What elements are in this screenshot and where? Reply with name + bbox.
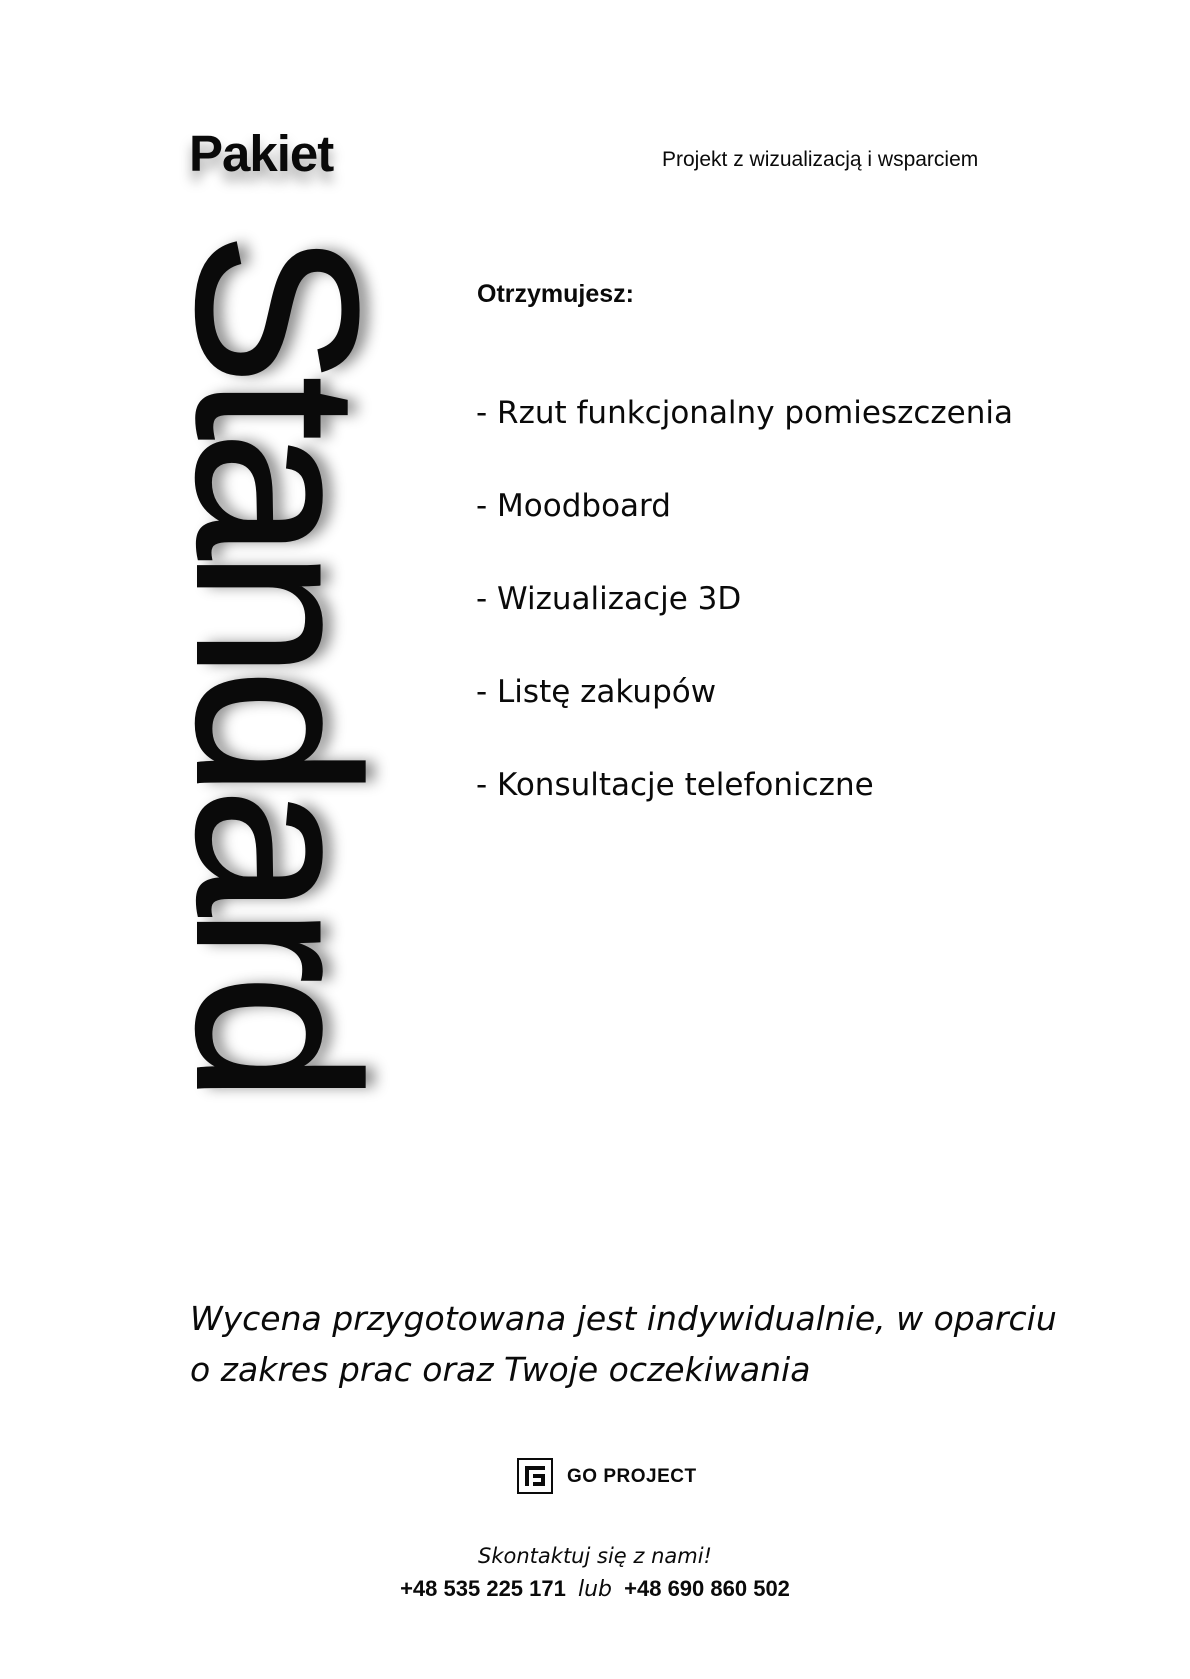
feature-item: - Konsultacje telefoniczne [476, 767, 874, 803]
package-name: Standard [149, 232, 406, 1094]
package-subtitle: Projekt z wizualizacją i wsparciem [662, 148, 979, 171]
go-project-logo-icon [517, 1458, 553, 1494]
phone-number-primary[interactable]: +48 535 225 171 [400, 1576, 566, 1601]
phone-separator: lub [577, 1577, 613, 1602]
package-label: Pakiet [189, 125, 334, 182]
contact-cta: Skontaktuj się z nami! [478, 1544, 712, 1568]
contact-section [0, 1546, 1190, 1601]
features-list [476, 395, 1013, 863]
brand-name: GO PROJECT [567, 1465, 697, 1487]
feature-item: - Moodboard [476, 488, 671, 524]
feature-item: - Listę zakupów [476, 674, 717, 710]
feature-item: - Wizualizacje 3D [476, 581, 742, 617]
features-heading: Otrzymujesz: [477, 280, 634, 308]
pricing-note-line: Wycena przygotowana jest indywidualnie, w oparciu [190, 1299, 1057, 1338]
brand-logo [517, 1458, 697, 1494]
contact-phones [0, 1578, 1190, 1601]
pricing-note [190, 1293, 1090, 1395]
feature-item: - Rzut funkcjonalny pomieszczenia [476, 395, 1013, 431]
phone-number-secondary[interactable]: +48 690 860 502 [624, 1576, 790, 1601]
pricing-note-line: o zakres prac oraz Twoje oczekiwania [190, 1350, 811, 1389]
package-name-container [149, 232, 406, 1200]
